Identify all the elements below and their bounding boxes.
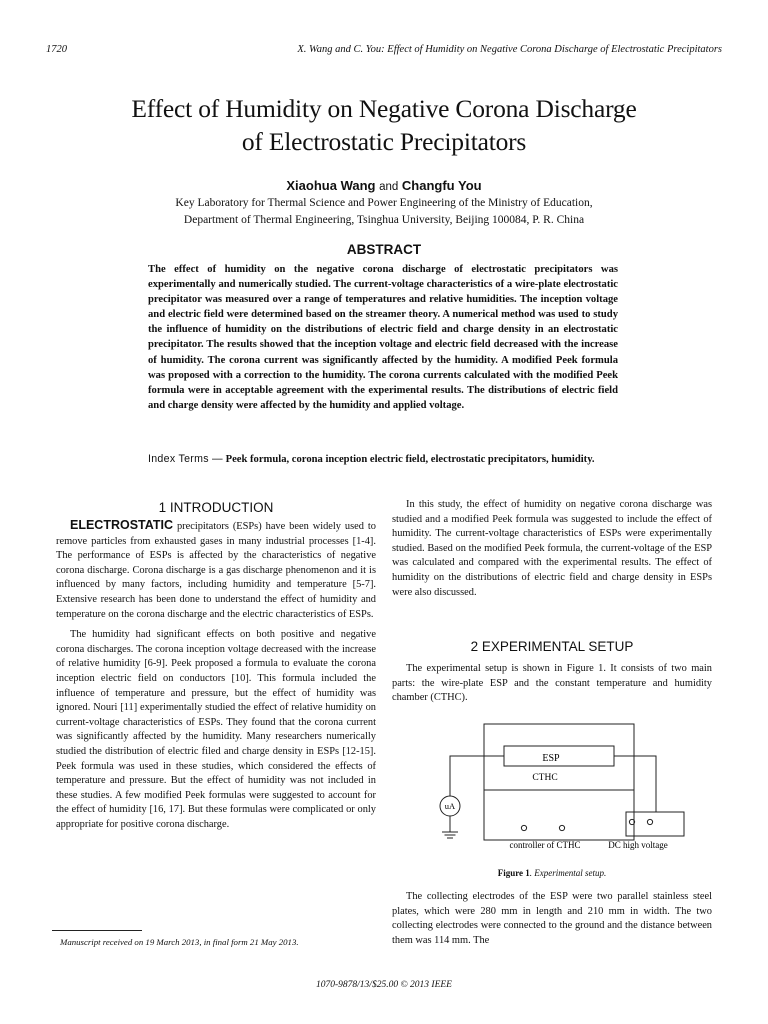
- hv-terminal-2: [647, 819, 652, 824]
- figure-caption-text: . Experimental setup.: [529, 868, 607, 878]
- paper-title: [60, 92, 708, 158]
- running-header: [46, 44, 722, 60]
- setup-paragraph-1: The experimental setup is shown in Figure 1. It consists of two main parts: the wire-plate ESP and the constant temperature and humidity chamber (CTHC).: [392, 663, 712, 704]
- running-title: X. Wang and C. You: Effect of Humidity on Negative Corona Discharge of Electrostatic Precipitators: [297, 44, 722, 55]
- intro-paragraph-2: The humidity had significant effects on both positive and negative corona discharges. The corona inception voltage decreased with the increase of relative humidity [6-9]. Peek proposed a formula to evaluate the corona inception electric field on conductors [10]. This formula included the influence of temperature and pressure, but the effect of humidity was ignored. Nouri [11] experimentally studied the effect of relative humidity on current-voltage characteristics of ESPs. They found that the corona current was significantly affected by the humidity. Many researchers numerically studied the distribution of electric filed and charge density in ESPs [12-15]. Peek formula was used in these studies, which considered the effects of temperature and pressure. But the effect of humidity was not included in these studies. A few modified Peek formulas were suggested to account for the effect of humidity [16, 17]. But these formulas were complicated or only appropriate for positive corona discharge.: [56, 629, 376, 830]
- hv-label: DC high voltage: [608, 840, 668, 850]
- figure-1-diagram: [430, 716, 690, 876]
- index-terms-label: Index Terms —: [148, 453, 223, 465]
- intro-paragraph-3: In this study, the effect of humidity on negative corona discharge was studied and a modified Peek formula was suggested to include the effect of humidity. The current-voltage characteristics of ESPs were experimentally studied. Based on the modified Peek formula, the current-voltage of the ESP was calculated and compared with the experimental results. The effect of humidity on the distributions of electric field and charge density in ESPs were also discussed.: [392, 499, 712, 598]
- intro-lead-word: ELECTROSTATIC: [70, 518, 174, 532]
- index-terms-list: Peek formula, corona inception electric field, electrostatic precipitators, humidity.: [225, 454, 595, 465]
- page-number: 1720: [46, 44, 67, 55]
- figure-1-caption: [392, 868, 712, 878]
- index-terms: [148, 452, 618, 467]
- author-conjunction: and: [379, 181, 399, 193]
- setup-paragraph-2: The collecting electrodes of the ESP were two parallel stainless steel plates, which were 280 mm in length and 210 mm in width. The two collecting electrodes were connected to the ground and the distance between them was 114 mm. The: [392, 891, 712, 946]
- intro-paragraph-1-text: precipitators (ESPs) have been widely used to remove particles from exhausted gases in many industrial processes [1-4]. The performance of ESPs is affected by the characteristics of negative corona discharge. Corona discharge is a gas discharge phenomenon and it is influenced by many factors, including humidity and temperature [5-7]. Extensive research has been done to understand the effect of humidity and temperature on the corona discharge and the electric characteristics of ESPs.: [56, 521, 376, 620]
- right-column-top: [392, 498, 712, 600]
- copyright-line: 1070-9878/13/$25.00 © 2013 IEEE: [316, 980, 452, 990]
- intro-paragraph-1: [56, 518, 376, 622]
- author-line: [60, 178, 708, 193]
- esp-to-hv-wire: [614, 756, 656, 812]
- meter-label: uA: [444, 801, 456, 811]
- controller-knob-1: [521, 825, 526, 830]
- author-2: Changfu You: [401, 178, 482, 193]
- cthc-chamber-box: [484, 724, 634, 840]
- esp-label: ESP: [542, 753, 560, 764]
- abstract-body: The effect of humidity on the negative corona discharge of electrostatic precipitators was experimentally and numerically studied. The current-voltage characteristics of a wire-plate electrostatic precipitator was measured over a range of temperatures and relative humidities. The inception voltage and electric field were determined based on the streamer theory. A numerical method was used to study the influence of humidity on the distributions of electric field and charge density in an electrostatic precipitator. The results showed that the inception voltage and electric field decreased with the increase of humidity. The corona current was significantly affected by the humidity. A modified Peek formula was proposed with a correction to the humidity. The corona currents calculated with the modified Peek formula were in acceptable agreement with the experimental results. The distributions of electric field and charge density were affected by the humidity and applied voltage.: [148, 264, 618, 411]
- author-1: Xiaohua Wang: [286, 178, 376, 193]
- setup-paragraph-2-block: [392, 890, 712, 948]
- section-1-heading: 1 INTRODUCTION: [158, 500, 274, 515]
- affiliation-line-1: Key Laboratory for Thermal Science and Power Engineering of the Ministry of Education,: [175, 197, 593, 209]
- title-line-2: of Electrostatic Precipitators: [241, 127, 527, 156]
- title-line-1: Effect of Humidity on Negative Corona Discharge: [131, 94, 637, 123]
- cthc-label: CTHC: [532, 773, 558, 783]
- controller-label: controller of CTHC: [509, 840, 581, 850]
- figure-caption-label: Figure 1: [497, 868, 530, 878]
- footnote-rule: [52, 930, 142, 931]
- affiliation-line-2: Department of Thermal Engineering, Tsinghua University, Beijing 100084, P. R. China: [183, 214, 585, 226]
- hv-supply-box: [626, 812, 684, 836]
- affiliation: [60, 195, 708, 229]
- setup-paragraph-1-block: [392, 662, 712, 706]
- section-2-heading: 2 EXPERIMENTAL SETUP: [470, 639, 634, 654]
- controller-knob-2: [559, 825, 564, 830]
- abstract-heading: ABSTRACT: [346, 242, 422, 257]
- manuscript-footnote: Manuscript received on 19 March 2013, in final form 21 May 2013.: [60, 937, 299, 947]
- left-column: [56, 518, 376, 832]
